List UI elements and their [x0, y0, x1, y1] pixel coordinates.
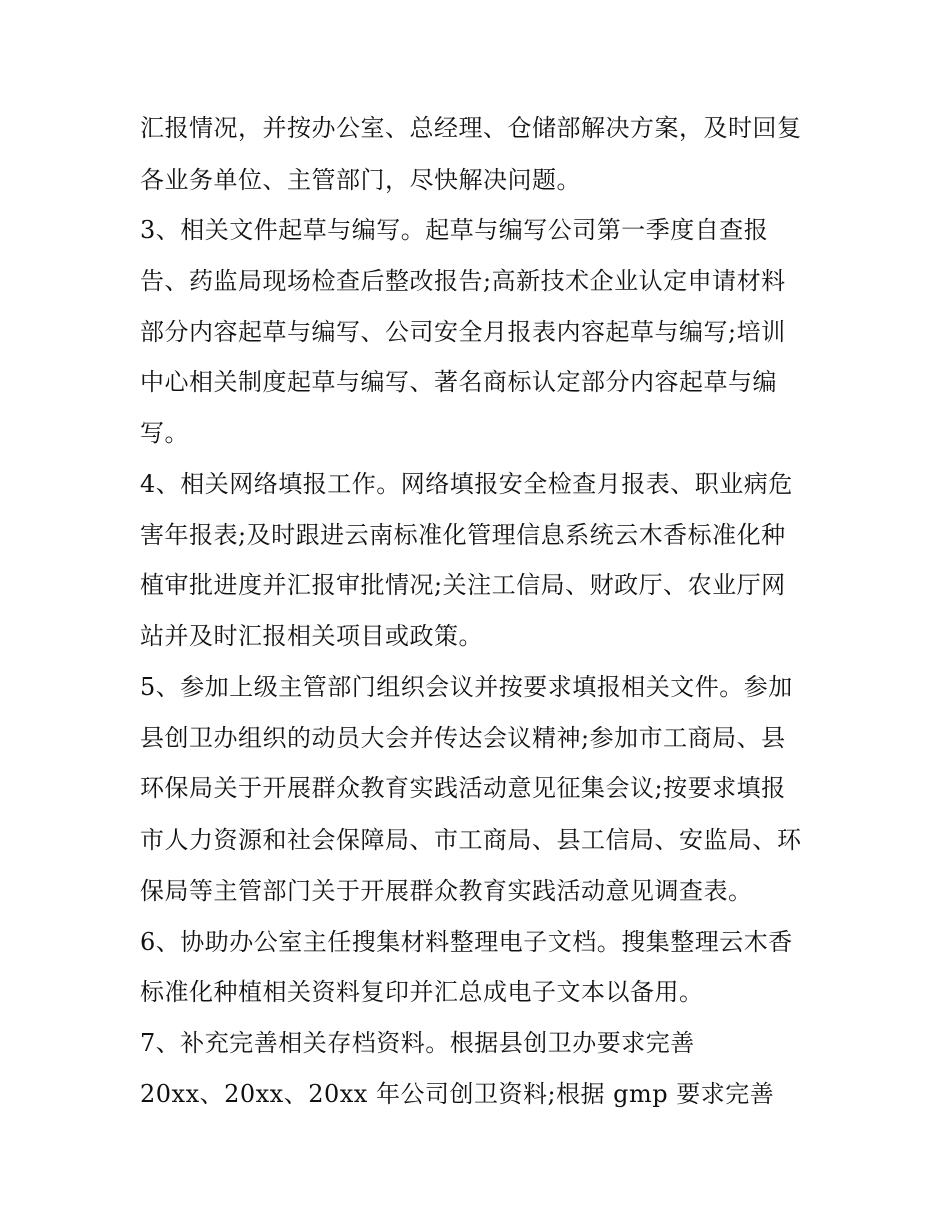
text-line: 各业务单位、主管部门，尽快解决问题。	[140, 166, 581, 194]
text-line: 害年报表;及时跟进云南标准化管理信息系统云木香标准化种	[140, 521, 786, 549]
text-line: 汇报情况，并按办公室、总经理、仓储部解决方案，及时回复	[140, 114, 802, 142]
text-line: 20xx、20xx、20xx 年公司创卫资料;根据 gmp 要求完善	[140, 1080, 775, 1108]
text-line: 7、补充完善相关存档资料。根据县创卫办要求完善	[140, 1029, 695, 1057]
text-line: 部分内容起草与编写、公司安全月报表内容起草与编写;培训	[140, 318, 786, 346]
text-line: 环保局关于开展群众教育实践活动意见征集会议;按要求填报	[140, 774, 786, 802]
text-line: 告、药监局现场检查后整改报告;高新技术企业认定申请材料	[140, 267, 786, 295]
text-line: 6、协助办公室主任搜集材料整理电子文档。搜集整理云木香	[140, 928, 793, 956]
text-line: 站并及时汇报相关项目或政策。	[140, 622, 483, 650]
text-line: 保局等主管部门关于开展群众教育实践活动意见调查表。	[140, 877, 753, 905]
text-line: 中心相关制度起草与编写、著名商标认定部分内容起草与编	[140, 368, 777, 396]
text-line: 写。	[140, 419, 189, 447]
text-line: 标准化种植相关资料复印并汇总成电子文本以备用。	[140, 978, 704, 1006]
text-line: 3、相关文件起草与编写。起草与编写公司第一季度自查报	[140, 216, 769, 244]
text-line: 县创卫办组织的动员大会并传达会议精神;参加市工商局、县	[140, 724, 786, 752]
text-line: 5、参加上级主管部门组织会议并按要求填报相关文件。参加	[140, 673, 793, 701]
text-line: 植审批进度并汇报审批情况;关注工信局、财政厅、农业厅网	[140, 571, 786, 599]
text-line: 市人力资源和社会保障局、市工商局、县工信局、安监局、环	[140, 826, 802, 854]
text-line: 4、相关网络填报工作。网络填报安全检查月报表、职业病危	[140, 470, 793, 498]
